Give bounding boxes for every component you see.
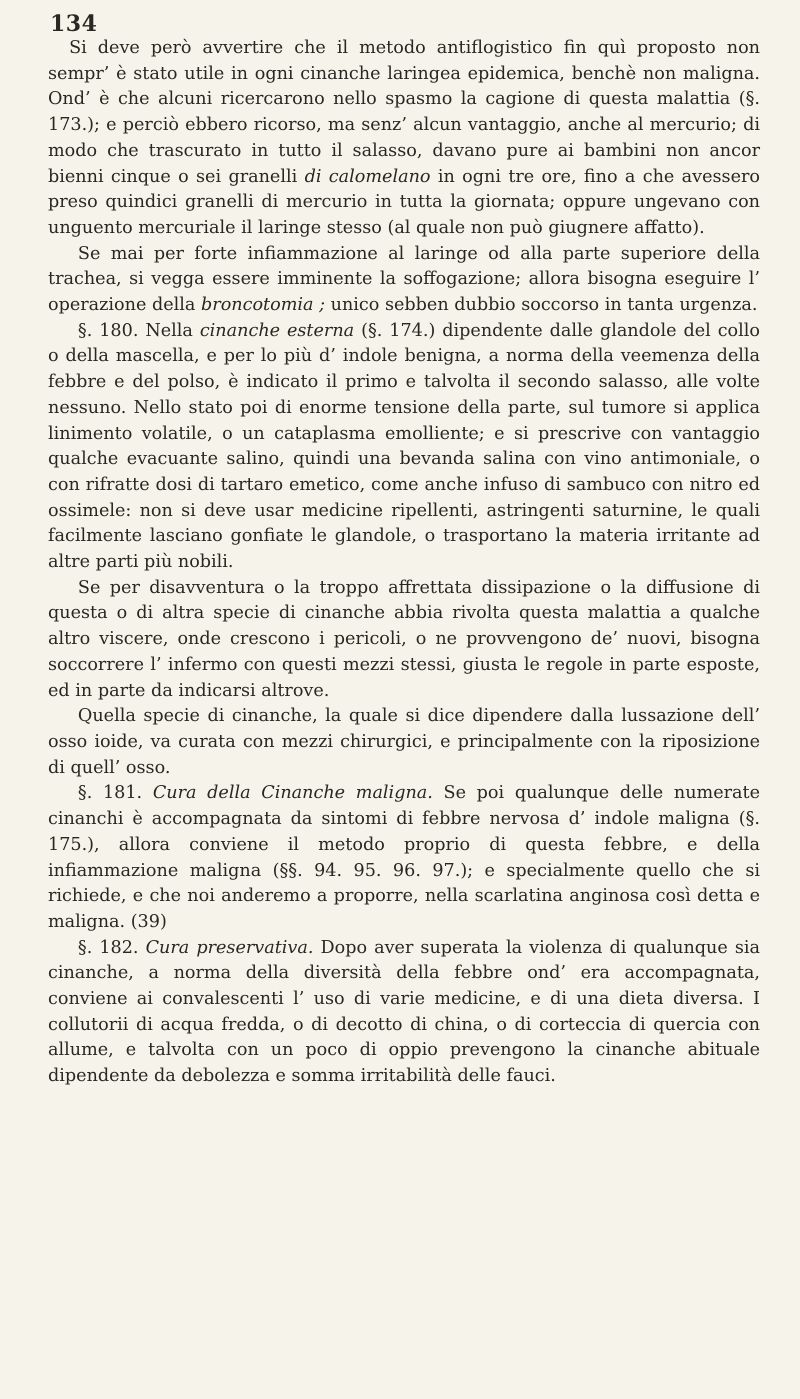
italic-text: Cura preservativa. (145, 937, 314, 958)
text-run: Se mai per forte infiammazione al laringe od alla parte superiore della trachea, si vegga essere imminente la soffogazione; allora bisogna eseguire l’ operazione della (48, 243, 760, 316)
paragraph (48, 781, 760, 935)
italic-text: Cura della Cinanche maligna. (152, 783, 433, 804)
body-text (48, 36, 760, 1090)
paragraph (48, 936, 760, 1090)
text-run: (§. 174.) dipendente dalle glandole del collo o della mascella, e per lo più d’ indole benigna, a norma della veemenza della febbre e del polso, è indicato il primo e talvolta il secondo salasso, alle volte nessuno. Nello stato poi di enorme tensione della parte, sul tumore si applica linimento volatile, o un cataplasma emolliente; e si prescrive con vantaggio qualche evacuante salino, quindi una bevanda salina con vino antimoniale, o con rifratte dosi di tartaro emetico, come anche infuso di sambuco con nitro ed ossimele: non si deve usar medicine ripellenti, astringenti saturnine, le quali facilmente lasciano gonfiate le glandole, o trasportano la materia irritante ad altre parti più nobili. (48, 320, 760, 573)
paragraph (48, 242, 760, 319)
text-run: §. 181. (77, 783, 153, 804)
text-run: Se per disavventura o la troppo affrettata dissipazione o la diffusione di questa o di altra specie di cinanche abbia rivolta questa malattia a qualche altro viscere, onde crescono i pericoli, o ne provvengono de’ nuovi, bisogna soccorrere l’ infermo con questi mezzi stessi, giusta le regole in parte esposte, ed in parte da indicarsi altrove. (48, 577, 760, 701)
italic-text: cinanche esterna (199, 320, 355, 341)
paragraph (48, 576, 760, 705)
text-run: Se poi qualunque delle numerate cinanchi è accompagnata da sintomi di febbre nervosa d’ indole maligna (§. 175.), allora conviene il metodo proprio di questa febbre, e della infiammazione maligna (§§. 94. 95. 96. 97.); e specialmente quello che si richiede, e che noi anderemo a proporre, nella scarlatina anginosa così detta e maligna. (39) (48, 783, 761, 932)
text-run: §. 180. Nella (77, 320, 200, 341)
paragraph (48, 704, 760, 781)
text-run: §. 182. (77, 937, 146, 958)
text-run: unico sebben dubbio soccorso in tanta urgenza. (325, 295, 758, 316)
text-run: in ogni tre ore, fino a che avessero preso quindici granelli di mercurio in tutta la giornata; oppure ungevano con unguento mercuriale il laringe stesso (al quale non può giugnere affatto). (48, 166, 760, 238)
page-number: 134 (50, 11, 98, 37)
italic-text: di calomelano (304, 166, 431, 187)
text-run: Quella specie di cinanche, la quale si dice dipendere dalla lussazione dell’ osso ioide, va curata con mezzi chirurgici, e principalmente con la riposizione di quell’ osso. (48, 706, 760, 778)
text-run: Dopo aver superata la violenza di qualunque sia cinanche, a norma della diversità della febbre ond’ era accompagnata, conviene ai convalescenti l’ uso di varie medicine, e di una dieta diversa. I collutorii di acqua fredda, o di decotto di china, o di corteccia di quercia con allume, e talvolta con un poco di oppio prevengono la cinanche abituale dipendente da debolezza e somma irritabilità delle fauci. (48, 937, 761, 1087)
text-run: Si deve però avvertire che il metodo antiflogistico fin quì proposto non sempr’ è stato utile in ogni cinanche laringea epidemica, benchè non maligna. Ond’ è che alcuni ricercarono nello spasmo la cagione di questa malattia (§. 173.); e perciò ebbero ricorso, ma senz’ alcun vantaggio, anche al mercurio; di modo che trascurato in tutto il salasso, davano pure ai bambini non ancor bienni cinque o sei granelli (48, 38, 760, 187)
paragraph (48, 319, 760, 576)
italic-text: broncotomia ; (201, 295, 326, 316)
paragraph (48, 36, 760, 242)
